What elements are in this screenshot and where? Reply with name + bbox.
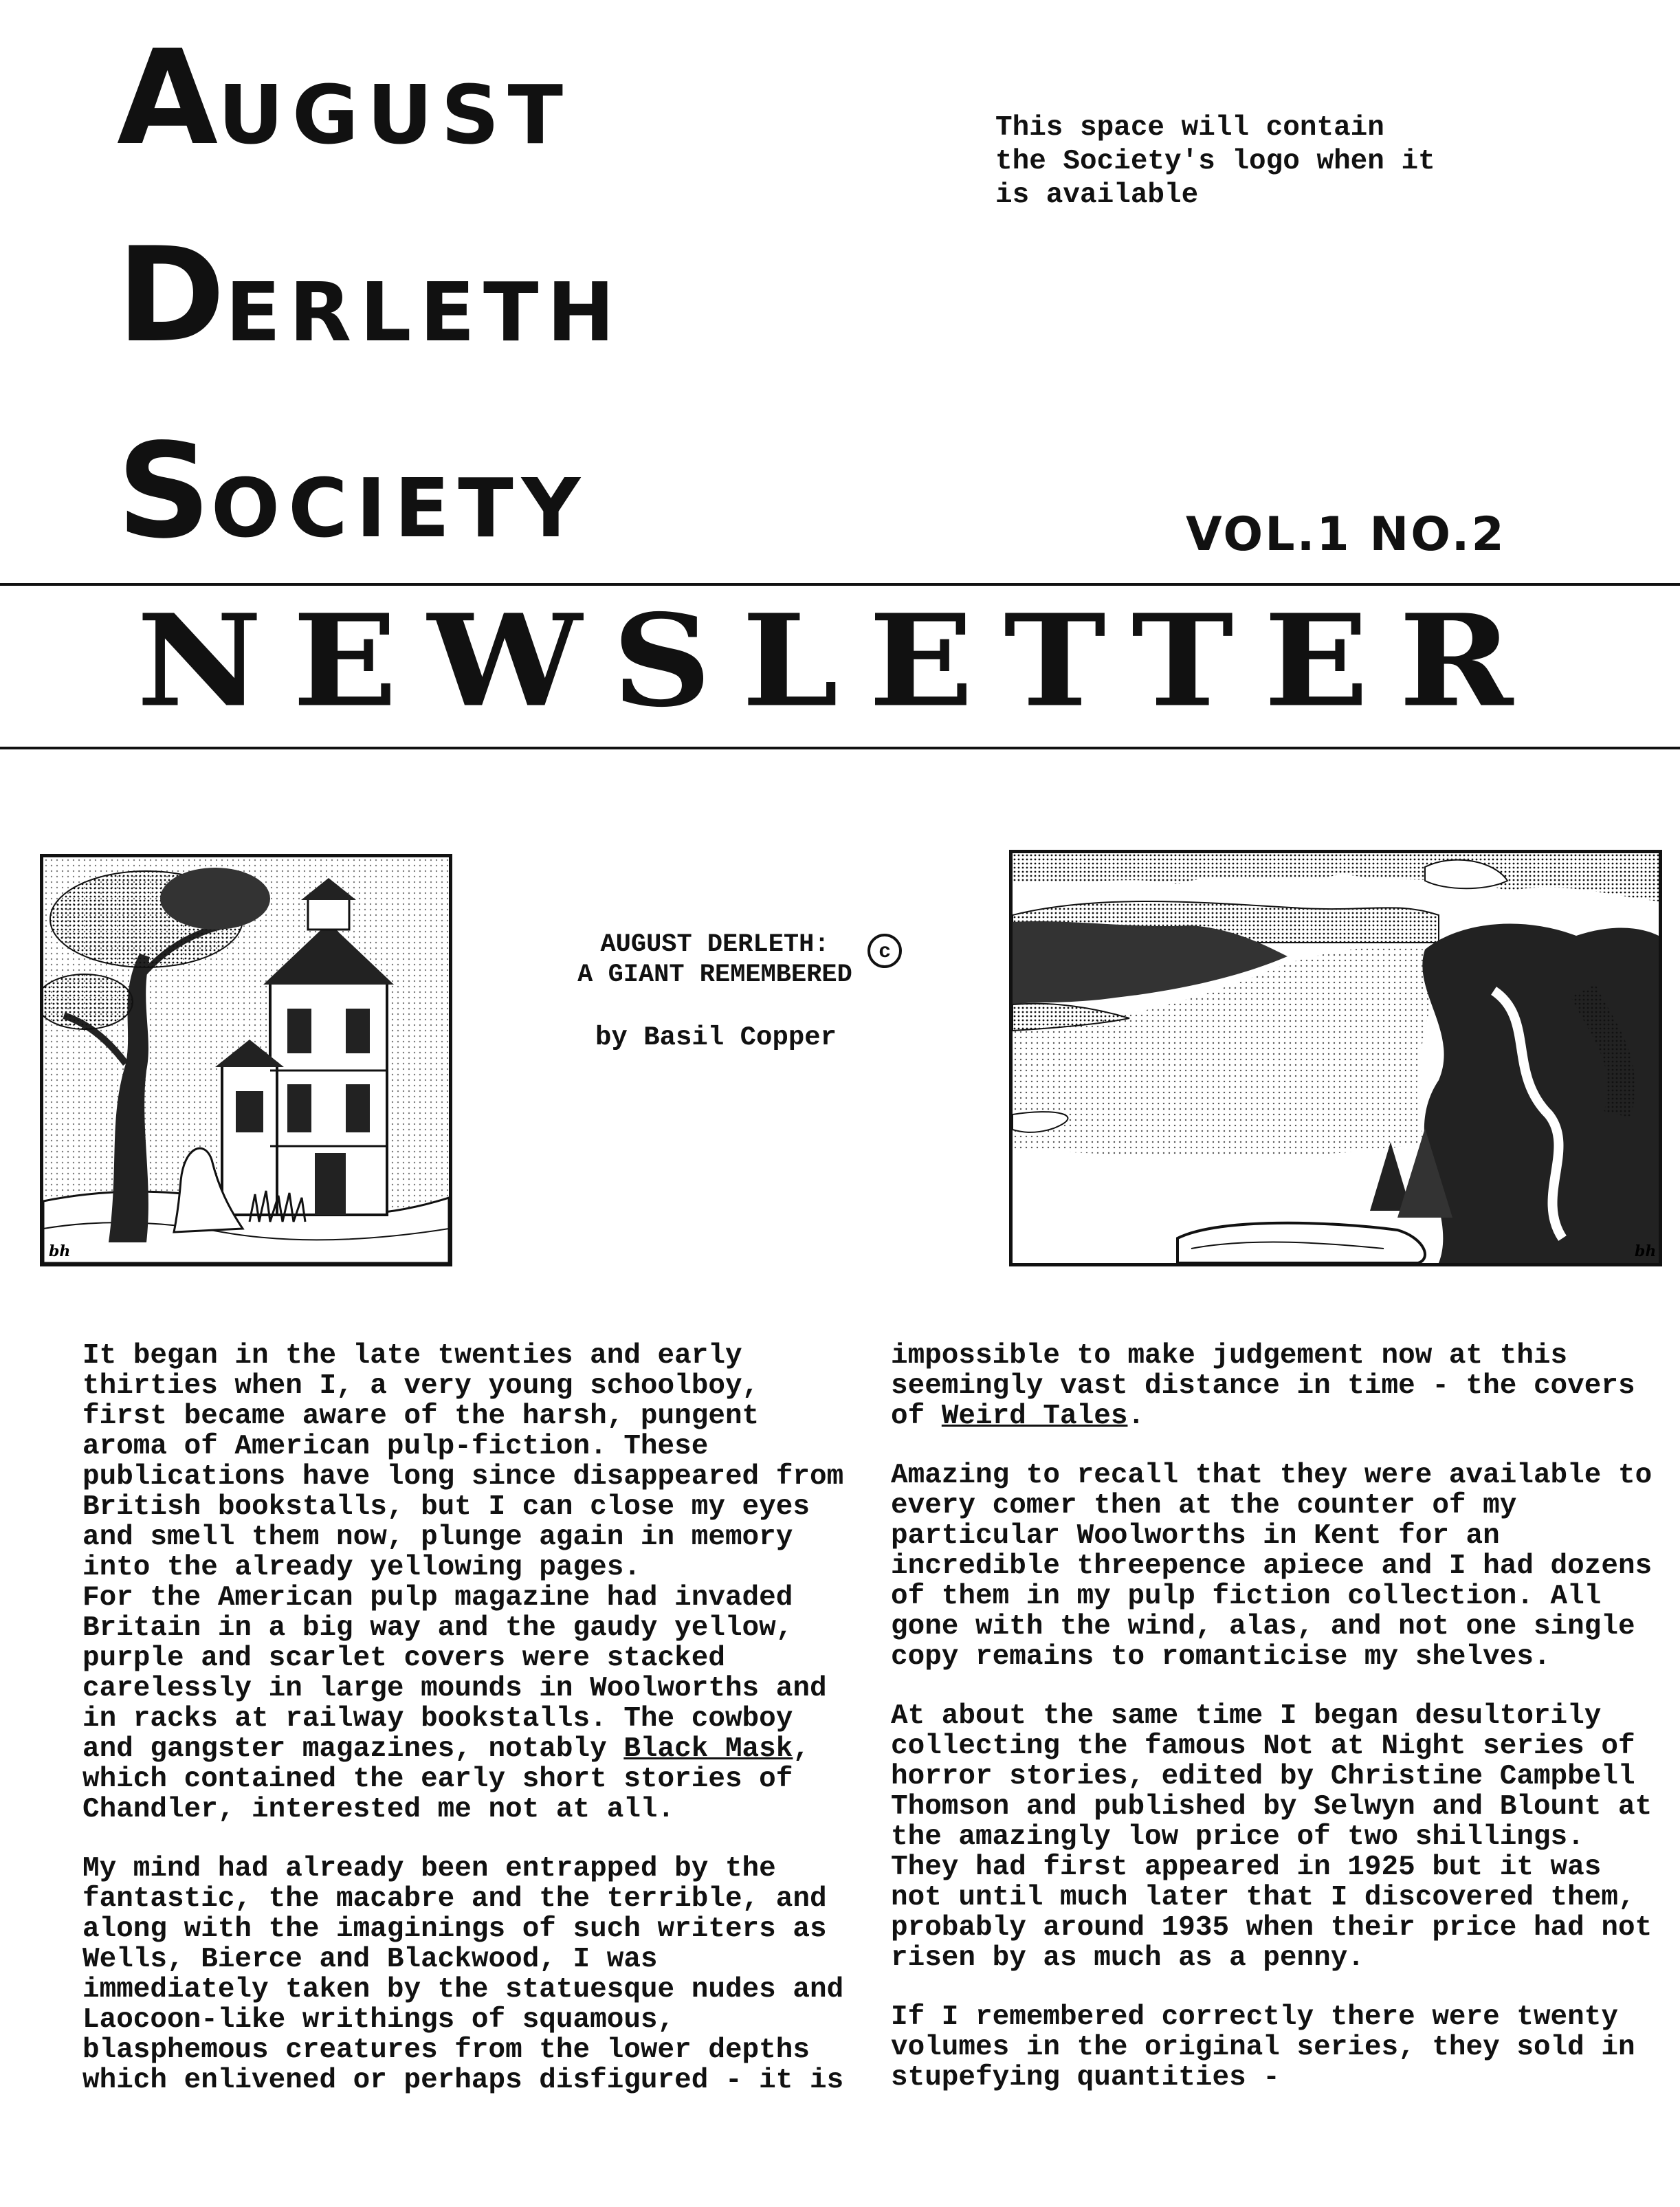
title-line-august [117, 22, 572, 174]
title-initial: A [117, 22, 219, 174]
masthead-rule-top [0, 583, 1680, 586]
text-span: , which contained the early short stories of Chandler, interested me not at all. [82, 1733, 810, 1825]
article-column-right [891, 1341, 1654, 2122]
paragraph: If I remembered correctly there were twenty volumes in the original series, they sold in stupefying quantities - [891, 2001, 1635, 2094]
artist-signature: bh [49, 1242, 71, 1260]
title-initial: D [117, 219, 225, 371]
title-rest: OCIETY [210, 461, 589, 556]
title-rest: ERLETH [225, 265, 623, 360]
title-black-mask: Black Mask [623, 1733, 793, 1765]
volume-number: VOL.1 NO.2 [1186, 507, 1506, 562]
text-span: . [1127, 1401, 1145, 1432]
text-span: For the American pulp magazine had invaded Britain in a big way and the gaudy yellow, purple and scarlet covers were stacked carelessly in large mounds in Woolworths and in racks at railway bookstalls. The cowboy and gangster magazines, notably [82, 1582, 827, 1765]
title-initial: S [117, 415, 211, 567]
paragraph [82, 1583, 845, 1825]
copyright-symbol: c [867, 934, 902, 968]
paragraph: It began in the late twenties and early thirties when I, a very young schoolboy, first became aware of the harsh, pungent aroma of American pulp-fiction. These publications have long since disappeared from British bookstalls, but I can close my eyes and smell them now, plunge again in memory into the already yellowing pages. [82, 1340, 844, 1583]
article-column-left [82, 1341, 845, 2124]
paragraph: At about the same time I began desultorily collecting the famous Not at Night series of horror stories, edited by Christine Campbell Thomson and published by Selwyn and Blount at the amazingly low price of two shillings. They had first appeared in 1925 but it was not until much later that I discovered them, probably around 1935 when their price had not risen by as much as a penny. [891, 1700, 1653, 1974]
logo-placeholder-note: This space will contain the Society's logo when it is available [995, 112, 1435, 211]
article-headline [536, 930, 894, 990]
lake-landscape-illustration [1009, 850, 1662, 1266]
article-byline: by Basil Copper [595, 1022, 837, 1053]
headline-line-2: A GIANT REMEMBERED [577, 960, 852, 989]
artist-signature: bh [1635, 1242, 1657, 1260]
headline-line-1: AUGUST DERLETH: [600, 930, 830, 959]
masthead-rule-bottom [0, 747, 1680, 749]
title-weird-tales: Weird Tales [941, 1401, 1128, 1432]
newsletter-masthead: NEWSLETTER [136, 586, 1544, 736]
house-drawing [43, 857, 449, 1263]
victorian-house-illustration [40, 854, 452, 1266]
text-span: impossible to make judgement now at this seemingly vast distance in time - the covers of [891, 1340, 1635, 1432]
paragraph [891, 1341, 1654, 1431]
paragraph: My mind had already been entrapped by the fantastic, the macabre and the terrible, and along with the imaginings of such writers as Wells, Bierce and Blackwood, I was immediately taken by the statuesque nudes and Laocoon-like writhings of squamous, blasphemous creatures from the lower depths which enlivened or perhaps disfigured - it is [82, 1853, 844, 2096]
lake-drawing [1013, 853, 1659, 1263]
title-rest: UGUST [218, 67, 572, 162]
title-line-society [117, 415, 589, 567]
title-line-derleth [117, 219, 623, 371]
paragraph: Amazing to recall that they were available to every comer then at the counter of my particular Woolworths in Kent for an incredible threepence apiece and I had dozens of them in my pulp fiction collection. All gone with the wind, alas, and not one single copy remains to romanticise my shelves. [891, 1460, 1653, 1673]
